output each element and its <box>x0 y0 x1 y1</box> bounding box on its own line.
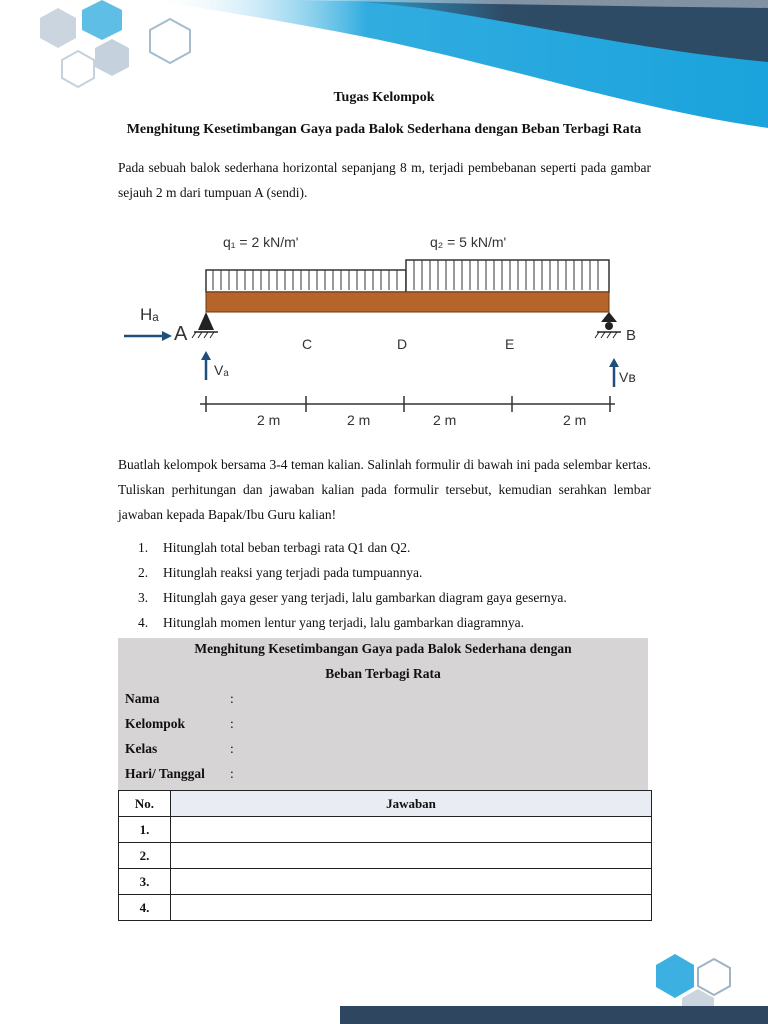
point-e-label: E <box>505 336 515 352</box>
field-label-kelas: Kelas <box>125 741 158 756</box>
vb-label: Vʙ <box>619 369 636 385</box>
span-label: 2 m <box>347 412 371 428</box>
q2-label: q₂ = 5 kN/m' <box>430 234 507 250</box>
answer-cell <box>171 843 652 869</box>
page-title: Tugas Kelompok <box>333 90 435 105</box>
answer-cell <box>171 817 652 843</box>
list-item: 2. Hitunglah reaksi yang terjadi pada tumpuannya. <box>138 565 423 580</box>
va-label: Vₐ <box>214 362 229 378</box>
field-separator: : <box>230 766 234 781</box>
footer-bar <box>340 1006 768 1024</box>
table-header-row <box>119 791 652 817</box>
answer-cell <box>171 895 652 921</box>
beam-diagram <box>110 222 640 432</box>
span-label: 2 m <box>257 412 281 428</box>
field-separator: : <box>230 716 234 731</box>
column-header-jawaban: Jawaban <box>171 791 652 817</box>
field-label-nama: Nama <box>125 691 160 706</box>
point-c-label: C <box>302 336 313 352</box>
support-b-label: B <box>626 327 637 344</box>
table-row <box>119 869 652 895</box>
row-number: 2. <box>119 843 171 869</box>
page-subtitle: Menghitung Kesetimbangan Gaya pada Balok Sederhana dengan Beban Terbagi Rata <box>126 122 642 137</box>
list-item: 4. Hitunglah momen lentur yang terjadi, lalu gambarkan diagramnya. <box>138 615 525 630</box>
column-header-no: No. <box>119 791 171 817</box>
field-label-hari-tanggal: Hari/ Tanggal <box>125 766 205 781</box>
arrow-up-icon <box>201 351 211 360</box>
support-a-label: A <box>174 323 188 345</box>
list-item: 3. Hitunglah gaya geser yang terjadi, lalu gambarkan diagram gaya gesernya. <box>138 590 567 605</box>
row-number: 1. <box>119 817 171 843</box>
task-list <box>118 535 658 635</box>
arrow-right-icon <box>162 331 172 341</box>
q1-label: q₁ = 2 kN/m' <box>223 234 299 250</box>
table-row <box>119 817 652 843</box>
hexagon-icon <box>40 8 76 48</box>
row-number: 4. <box>119 895 171 921</box>
field-separator: : <box>230 741 234 756</box>
row-number: 3. <box>119 869 171 895</box>
roller-support-icon <box>601 312 617 322</box>
list-item: 1. Hitunglah total beban terbagi rata Q1 dan Q2. <box>138 540 411 555</box>
form-title-line1: Menghitung Kesetimbangan Gaya pada Balok Sederhana dengan <box>194 641 572 656</box>
header-banner-decoration <box>0 0 768 130</box>
table-row <box>119 895 652 921</box>
intro-paragraph: Pada sebuah balok sederhana horizontal sepanjang 8 m, terjadi pembebanan seperti pada gambar sejauh 2 m dari tumpuan A (sendi). <box>118 160 651 200</box>
beam <box>206 292 609 312</box>
pin-support-icon <box>198 312 214 330</box>
load-q1 <box>206 270 406 292</box>
arrow-up-icon <box>609 358 619 367</box>
field-separator: : <box>230 691 234 706</box>
instructions-paragraph: Buatlah kelompok bersama 3-4 teman kalian. Salinlah formulir di bawah ini pada selembar kertas. Tuliskan perhitungan dan jawaban kalian pada formulir tersebut, kemudian serahkan lembar jawaban kepada Bapak/Ibu Guru kalian! <box>118 457 651 522</box>
form-title-line2: Beban Terbagi Rata <box>325 666 441 681</box>
point-d-label: D <box>397 336 408 352</box>
load-q2 <box>406 260 609 292</box>
table-row <box>119 843 652 869</box>
answer-table <box>118 790 652 921</box>
field-label-kelompok: Kelompok <box>125 716 186 731</box>
ha-label: Hₐ <box>140 305 159 324</box>
hexagon-icon <box>656 954 694 998</box>
span-label: 2 m <box>433 412 457 428</box>
span-label: 2 m <box>563 412 587 428</box>
footer-decoration <box>330 940 768 1024</box>
answer-cell <box>171 869 652 895</box>
